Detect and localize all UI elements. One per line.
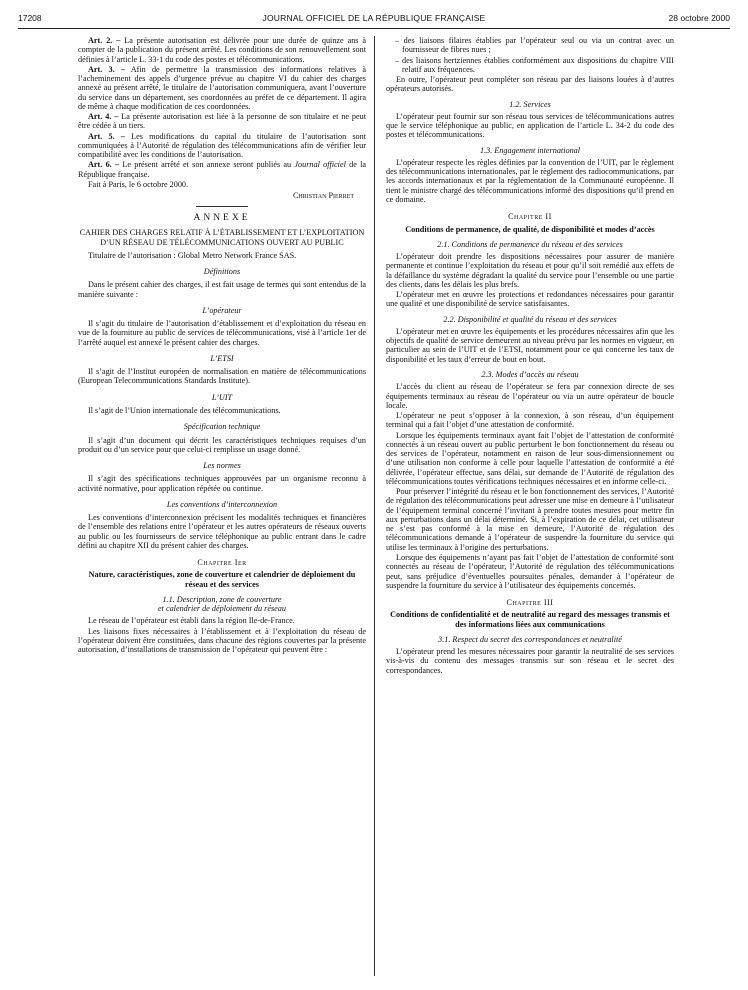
page-header xyxy=(18,12,730,29)
cahier-title: CAHIER DES CHARGES RELATIF À L’ÉTABLISSEMENT ET L’EXPLOITATION D’UN RÉSEAU DE TÉLÉCOMMUNICATIONS OUVERT AU PUBLIC xyxy=(79,228,365,247)
left-column xyxy=(78,36,366,656)
section-1-1-paragraph-2: Les liaisons fixes nécessaires à l’établissement et à l’exploitation du réseau de l’opérateur doivent être constituées, dans chacune des régions couvertes par la présente autorisation, d’installations de transmission de l’opérateur qui peuvent être : xyxy=(78,626,366,655)
section-2-3-title: 2.3. Modes d’accès au réseau xyxy=(481,369,579,379)
definition-heading-etsi: L’ETSI xyxy=(210,353,234,363)
definition-text-conventions: Les conventions d’interconnexion précisent les modalités techniques et financières de l’ensemble des relations entre l’opérateur et les autres opérateurs de réseaux ouverts au public ou les fournisseurs de service téléphonique au public entrant dans le cadre défini au chapitre XII du présent cahier des charges. xyxy=(78,513,366,550)
article-5-label: Art. 5. – xyxy=(88,131,125,141)
article-2-label: Art. 2. – xyxy=(88,36,121,45)
signature: Christian Pierret xyxy=(292,191,354,201)
article-5-text: Les modifications du capital du titulaire de l’autorisation sont communiquées à l’Autorité de régulation des télécommunications afin de vérifier leur compatibilité avec les conditions de l’autorisation. xyxy=(78,131,366,160)
definition-heading-operateur: L’opérateur xyxy=(202,305,242,315)
section-2-3-paragraph-4: Pour préserver l’intégrité du réseau et le bon fonctionnement des services, l’Autorité de régulation des télécommunications peut adresser une mise en demeure à l’utilisateur de l’équipement terminal concerné l’invitant à prendre toutes mesures pour mettre fin aux perturbations dans un délai déterminé. Si, à l’expiration de ce délai, cet utilisateur ne s’est pas conformé à la mise en demeure, l’Autorité de régulation des télécommunications demande à l’opérateur de suspendre la fourniture du service qui utilise les terminaux à l’origine des perturbations. xyxy=(386,487,674,552)
chapter-1-label: Chapitre Ier xyxy=(197,558,247,568)
definition-text-etsi: Il s’agit de l’Institut européen de normalisation en matière de télécommunications (European Telecommunications Standards Institute). xyxy=(78,367,366,386)
section-1-3-text: L’opérateur respecte les règles définies par la convention de l’UIT, par le règlement des télécommunications internationales, par le règlement des radiocommunications, par les accords internationaux et par la réglementation de la Communauté européenne. Il tient le ministre chargé des télécommunications informé des dispositions qu’il prend en ce domaine. xyxy=(386,157,674,204)
journal-title: JOURNAL OFFICIEL DE LA RÉPUBLIQUE FRANÇAISE xyxy=(262,13,486,23)
section-2-2-text: L’opérateur met en œuvre les équipements et les procédures nécessaires afin que les objectifs de qualité de service demeurent au niveau prévu par les normes en vigueur, en particulier au sein de l’UIT et de l’ETSI, notamment pour ce qui concerne les taux de disponibilité et les taux d’erreur de bout en bout. xyxy=(386,326,674,364)
definition-text-operateur: Il s’agit du titulaire de l’autorisation d’établissement et d’exploitation du réseau en vue de la fourniture au public de services de télécommunications, visé à l’article 1er de l’arrêté auquel est annexé le présent cahier des charges. xyxy=(78,319,366,347)
article-2 xyxy=(78,36,366,64)
article-4 xyxy=(78,112,366,131)
section-3-1-text: L’opérateur prend les mesures nécessaires pour garantir la neutralité de ses services vis-à-vis du contenu des messages transmis sur son réseau et le secret des correspondances. xyxy=(386,647,674,675)
article-6-text-a: Le présent arrêté et son annexe seront publiés au xyxy=(119,160,295,170)
article-6-label: Art. 6. – xyxy=(88,160,120,170)
chapter-2-label: Chapitre II xyxy=(508,212,552,222)
section-2-3-paragraph-5: Lorsque des équipements n’ayant pas fait l’objet de l’attestation de conformité sont connectés au réseau de l’opérateur, l’Autorité de régulation des télécommunications peut, sans préjudice d’éventuelles poursuites pénales, demander à l’opérateur de suspendre la fourniture du service à l’utilisateur des équipements concernés. xyxy=(386,553,674,590)
section-1-2-text: L’opérateur peut fournir sur son réseau tous services de télécommunications autres que le service téléphonique au public, en application de l’article L. 34-2 du code des postes et télécommunications. xyxy=(386,111,674,140)
section-1-3-title: 1.3. Engagement international xyxy=(479,145,581,155)
section-3-1-title: 3.1. Respect du secret des correspondances et neutralité xyxy=(438,634,622,644)
column-divider xyxy=(374,36,375,976)
section-1-1-title-line1: 1.1. Description, zone de couverture xyxy=(162,594,282,604)
titulaire: Titulaire de l’autorisation : Global Metro Network France SAS. xyxy=(88,250,297,260)
section-2-3-paragraph-3: Lorsque les équipements terminaux ayant fait l’objet de l’attestation de conformité connectés à un réseau ouvert au public perturbent le bon fonctionnement du réseau ou des services de l’opérateur, notamment en raison de leur sous-dimensionnement ou d’une utilisation non conforme à celle pour laquelle l’attestation de conformité a été délivrée, l’opérateur effectue, sans délai, sur demande de l’Autorité de régulation des télécommunications toutes vérifications techniques nécessaires et en informe celle-ci. xyxy=(386,430,674,486)
definition-text-normes: Il s’agit des spécifications techniques approuvées par un organisme reconnu à activité normative, pour application répétée ou continue. xyxy=(78,474,366,493)
signed-place-date: Fait à Paris, le 6 octobre 2000. xyxy=(88,179,189,189)
definition-heading-specification: Spécification technique xyxy=(183,422,261,432)
page-number: 17208 xyxy=(18,13,42,23)
definition-heading-conventions: Les conventions d’interconnexion xyxy=(166,499,278,509)
section-2-2-title: 2.2. Disponibilité et qualité du réseau et des services xyxy=(443,314,617,324)
article-5 xyxy=(78,132,366,160)
article-2-text: La présente autorisation est délivrée pour une durée de quinze ans à compter de la publication du présent arrêté. Les conditions de son renouvellement sont définies à l’article L. 33-1 du code des postes et télécommunications. xyxy=(78,36,366,64)
article-4-label: Art. 4. – xyxy=(88,112,119,122)
article-3-label: Art. 3. – xyxy=(88,64,125,74)
chapter-3-title: Conditions de confidentialité et de neutralité au regard des messages transmis et des informations liées aux communications xyxy=(390,610,670,629)
section-1-1-paragraph-1: Le réseau de l’opérateur est établi dans la région Ile-de-France. xyxy=(88,616,295,626)
article-4-text: La présente autorisation est liée à la personne de son titulaire et ne peut être cédée à un tiers. xyxy=(78,112,366,131)
section-1-2-title: 1.2. Services xyxy=(509,99,551,109)
section-2-1-paragraph-2: L’opérateur met en œuvre les protections et redondances nécessaires pour garantir une qualité et une disponibilité de service satisfaisantes. xyxy=(386,290,674,309)
section-2-3-paragraph-1: L’accès du client au réseau de l’opérateur se fera par connexion directe de ses équipements terminaux au réseau de l’opérateur ou via un autre opérateur de boucle locale. xyxy=(386,382,674,410)
section-1-1-title-line2: et calendrier de déploiement du réseau xyxy=(157,604,286,614)
section-2-1-paragraph-1: L’opérateur doit prendre les dispositions nécessaires pour assurer de manière permanente et continue l’exploitation du réseau et pour qu’il soit remédié aux effets de la défaillance du système dégradant la qualité du service pour l’ensemble ou une partie des clients, dans les délais les plus brefs. xyxy=(386,252,674,289)
definitions-heading: Définitions xyxy=(203,267,241,277)
definition-text-uit: Il s’agit de l’Union internationale des télécommunications. xyxy=(88,405,281,415)
chapter-1-title: Nature, caractéristiques, zone de couverture et calendrier de déploiement du réseau et des services xyxy=(88,570,356,589)
chapter-2-title: Conditions de permanence, de qualité, de disponibilité et modes d’accès xyxy=(405,224,655,234)
annexe-title: ANNEXE xyxy=(193,212,251,223)
definition-text-specification: Il s’agit d’un document qui décrit les caractéristiques techniques requises d’un produit ou d’un service pour que celui-ci remplisse un usage donné. xyxy=(78,435,366,454)
section-2-3-paragraph-2: L’opérateur ne peut s’opposer à la connexion, à son réseau, d’un équipement terminal qui a fait l’objet d’une attestation de conformité. xyxy=(386,411,674,430)
definition-heading-uit: L’UIT xyxy=(211,392,233,402)
list-item-filaires: – des liaisons filaires établies par l’opérateur seul ou via un contrat avec un fournisseur de fibres nues ; xyxy=(395,36,674,55)
definition-heading-normes: Les normes xyxy=(203,461,241,471)
list-item-hertziennes: – des liaisons hertziennes établies conformément aux dispositions du chapitre VIII relatif aux fréquences. xyxy=(395,55,674,74)
separator-rule xyxy=(196,206,248,207)
paragraph-liaisons-louees: En outre, l’opérateur peut compléter son réseau par des liaisons louées à d’autres opérateurs autorisés. xyxy=(386,75,674,94)
article-3 xyxy=(78,65,366,111)
definitions-intro: Dans le présent cahier des charges, il est fait usage de termes qui sont entendus de la manière suivante : xyxy=(78,280,366,299)
article-3-text: Afin de permettre la transmission des informations relatives à l’acheminement des appels d’urgence prévue au chapitre VI du cahier des charges annexé au présent arrêté, le titulaire de l’autorisation communiquera, avant l’ouverture du service dans un département, ses coordonnées au préfet de ce département. Il agira de même à chaque modification de ces coordonnées. xyxy=(78,64,366,111)
article-6-text-italic: Journal officiel xyxy=(294,160,346,170)
article-6 xyxy=(78,160,366,179)
right-column xyxy=(386,36,674,676)
publication-date: 28 octobre 2000 xyxy=(668,13,730,23)
section-2-1-title: 2.1. Conditions de permanence du réseau et des services xyxy=(437,239,623,249)
article-6-text-b: de la République française. xyxy=(78,160,367,179)
chapter-3-label: Chapitre III xyxy=(506,598,554,608)
